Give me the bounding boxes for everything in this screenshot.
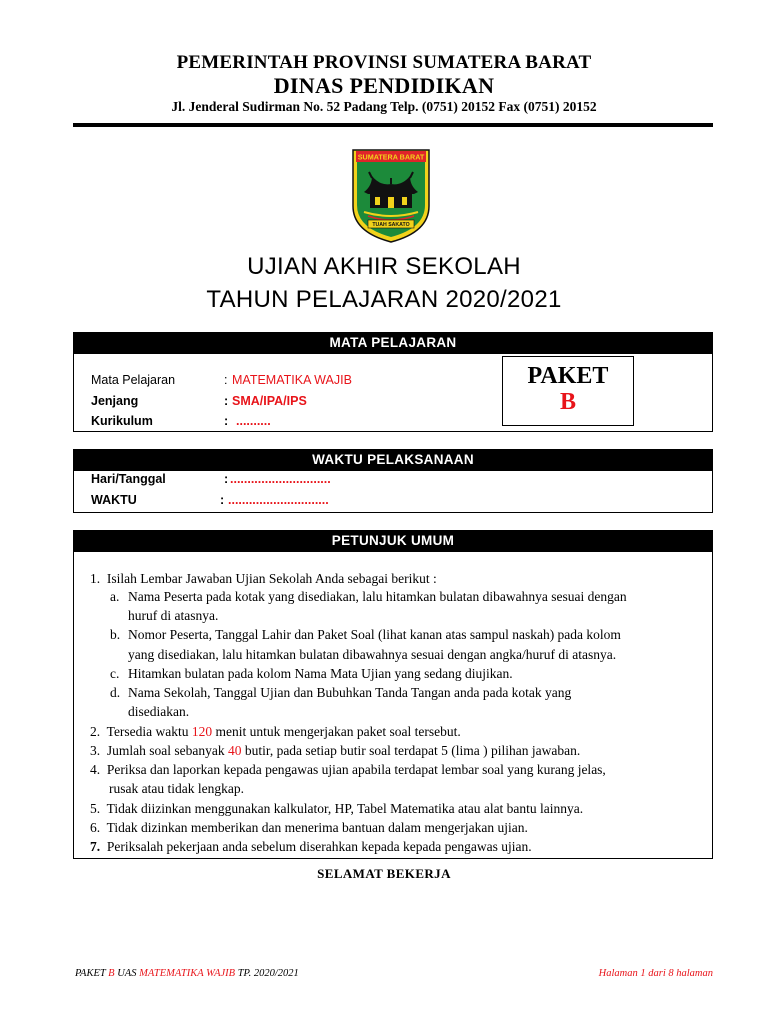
curriculum-separator: : (224, 414, 229, 428)
instruction-text: Isilah Lembar Jawaban Ujian Sekolah Anda sebagai berikut : (106, 571, 437, 586)
subject-section-heading: MATA PELAJARAN (73, 332, 713, 354)
package-label: PAKET (527, 363, 609, 389)
footer-page-current: 1 (640, 968, 646, 979)
footer-page-of: dari (645, 968, 669, 979)
instruction-4-line2: rusak atau tidak lengkap. (109, 781, 244, 796)
footer-page-number (599, 968, 713, 979)
instruction-1b-line2: yang disediakan, lalu hitamkan bulatan dibawahnya sesuai dengan angka/huruf di atasnya. (128, 647, 617, 662)
instruction-text: Tidak dizinkan memberikan dan menerima bantuan dalam mengerjakan ujian. (106, 820, 528, 835)
footer-year: TP. 2020/2021 (235, 968, 299, 979)
schedule-section-heading: WAKTU PELAKSANAAN (73, 449, 713, 471)
level-value: SMA/IPA/IPS (232, 394, 307, 408)
date-label: Hari/Tanggal (91, 472, 166, 486)
instruction-1c-letter: c. (110, 666, 120, 681)
instruction-number: 1. (90, 571, 101, 586)
question-count-value: 40 (227, 743, 242, 758)
instruction-1b-line1: Nomor Peserta, Tanggal Lahir dan Paket Soal (lihat kanan atas sampul naskah) pada kolom (128, 627, 621, 642)
instruction-text: Periksa dan laporkan kepada pengawas ujian apabila terdapat lembar soal yang kurang jelas, (106, 762, 606, 777)
instruction-1d-line2: disediakan. (128, 704, 190, 719)
instruction-1a-line2: huruf di atasnya. (128, 608, 219, 623)
date-value: ............................. (230, 472, 331, 486)
footer-page-total: 8 (668, 968, 674, 979)
instruction-number: 2. (90, 724, 101, 739)
level-label: Jenjang (91, 394, 139, 408)
instruction-text: Jumlah soal sebanyak (106, 743, 228, 758)
time-separator: : (220, 493, 225, 507)
province-crest-icon (350, 148, 432, 244)
subject-value: MATEMATIKA WAJIB (232, 373, 352, 387)
instruction-5 (90, 801, 583, 817)
duration-value: 120 (191, 724, 213, 739)
instructions-section-heading: PETUNJUK UMUM (73, 530, 713, 552)
instruction-1a-letter: a. (110, 589, 120, 604)
footer-left (75, 968, 299, 979)
instruction-1d-letter: d. (110, 685, 121, 700)
time-value: ............................. (228, 493, 329, 507)
footer-paket-label: PAKET (75, 968, 109, 979)
header-divider (73, 123, 713, 127)
footer-page-label: Halaman (598, 968, 641, 979)
instruction-number: 4. (90, 762, 101, 777)
instruction-1b-letter: b. (110, 627, 121, 642)
instruction-1d-line1: Nama Sekolah, Tanggal Ujian dan Bubuhkan Tanda Tangan anda pada kotak yang (128, 685, 572, 700)
instruction-text: butir, pada setiap butir soal terdapat 5 (lima ) pilihan jawaban. (241, 743, 581, 758)
exam-year: TAHUN PELAJARAN 2020/2021 (206, 286, 562, 313)
package-box (502, 356, 634, 426)
instruction-4 (90, 762, 606, 778)
date-separator: : (224, 472, 229, 486)
time-label: WAKTU (91, 493, 137, 507)
instruction-3 (90, 743, 580, 759)
instruction-1a-line1: Nama Peserta pada kotak yang disediakan, lalu hitamkan bulatan dibawahnya sesuai dengan (128, 589, 627, 604)
instruction-number: 5. (90, 801, 101, 816)
level-separator: : (224, 394, 229, 408)
footer-uas-label: UAS (114, 968, 140, 979)
instruction-1 (90, 571, 437, 587)
instruction-text: Tidak diizinkan menggunakan kalkulator, HP, Tabel Matematika atau alat bantu lainnya. (106, 801, 584, 816)
exam-title: UJIAN AKHIR SEKOLAH (247, 253, 521, 280)
instruction-1c-line1: Hitamkan bulatan pada kolom Nama Mata Ujian yang sedang diujikan. (128, 666, 513, 681)
crest-motto-text: TUAH SAKATO (372, 222, 410, 229)
instruction-text: menit untuk mengerjakan paket soal tersebut. (212, 724, 461, 739)
closing-text: SELAMAT BEKERJA (317, 866, 451, 881)
header-government: PEMERINTAH PROVINSI SUMATERA BARAT (176, 52, 592, 73)
footer-paket-value: B (108, 968, 115, 979)
instruction-text: Periksalah pekerjaan anda sebelum diserahkan kepada kepada pengawas ujian. (106, 839, 532, 854)
instruction-2 (90, 724, 461, 740)
instruction-number: 6. (90, 820, 101, 835)
header-address: Jl. Jenderal Sudirman No. 52 Padang Telp. (0751) 20152 Fax (0751) 20152 (171, 99, 597, 114)
crest-banner-text: SUMATERA BARAT (357, 152, 425, 162)
footer-page-suffix: halaman (673, 968, 713, 979)
curriculum-value: .......... (236, 414, 271, 428)
instruction-7 (90, 839, 532, 855)
instruction-text: Tersedia waktu (106, 724, 192, 739)
subject-label: Mata Pelajaran (91, 373, 176, 387)
curriculum-label: Kurikulum (91, 414, 153, 428)
instruction-6 (90, 820, 528, 836)
instruction-number: 7. (90, 839, 101, 854)
instruction-number: 3. (90, 743, 101, 758)
header-department: DINAS PENDIDIKAN (273, 73, 495, 98)
subject-separator: : (224, 373, 228, 387)
footer-subject: MATEMATIKA WAJIB (139, 968, 236, 979)
package-value: B (559, 389, 576, 415)
